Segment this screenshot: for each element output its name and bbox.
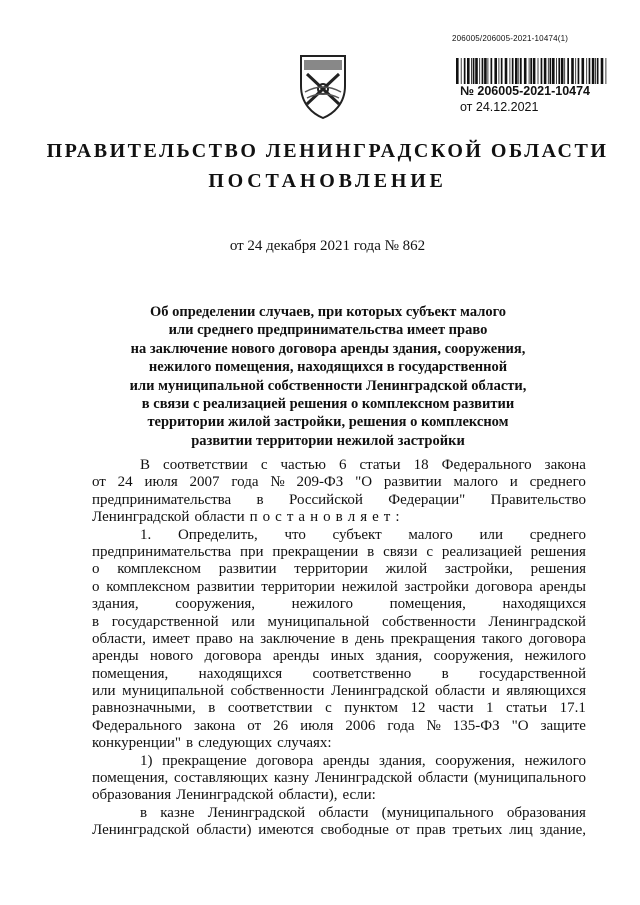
body-line: образования Ленинградской области), если: xyxy=(92,787,376,804)
body-line: равнозначными, в соответствии с пунктом 12 части 1 статьи 17.1 xyxy=(92,700,586,717)
body-line: о комплексном развитии территории жилой застройки, решения xyxy=(92,561,586,578)
body-line: от 24 июля 2007 года № 209-ФЗ "О развитии малого и среднего xyxy=(92,474,586,491)
body-line: В соответствии с частью 6 статьи 18 Федерального закона xyxy=(140,457,586,473)
title-line: в связи с реализацией решения о комплексном развитии xyxy=(141,396,515,413)
body-line: здания, сооружения, нежилого помещения, находящихся xyxy=(92,596,586,613)
body-line: 1. Определить, что субъект малого или среднего xyxy=(140,526,586,543)
body-line: Ленинградской области) имеются свободные от прав третьих лиц здание, xyxy=(92,822,586,839)
body-line: в казне Ленинградской области (муниципального образования xyxy=(140,804,586,821)
title-line: развитии территории нежилой застройки xyxy=(191,432,465,449)
body-line: или муниципальной собственности Ленинградской области и являющихся xyxy=(92,683,586,700)
registration-number: № 206005-2021-10474 xyxy=(460,84,591,98)
body-line: о комплексном развитии территории нежилой застройки договора аренды xyxy=(92,578,586,595)
document-body xyxy=(92,457,586,840)
barcode-icon xyxy=(456,58,608,84)
body-line: 1) прекращение договора аренды здания, сооружения, нежилого xyxy=(140,752,586,769)
title-line: или среднего предпринимательства имеет право xyxy=(168,322,488,339)
document-type: ПОСТАНОВЛЕНИЕ xyxy=(208,170,447,192)
body-line: области, имеет право на заключение в день прекращения такого договора xyxy=(92,630,586,647)
body-line: в государственной или муниципальной собственности Ленинградской xyxy=(92,613,586,630)
body-line: предпринимательства в Российской Федерации" Правительство xyxy=(92,491,586,508)
title-line: территории жилой застройки, решения о комплексном xyxy=(147,414,509,431)
body-line: конкуренции" в следующих случаях: xyxy=(92,735,332,752)
document-id-stamp: 206005/206005-2021-10474(1) xyxy=(452,34,569,43)
issuing-authority: ПРАВИТЕЛЬСТВО ЛЕНИНГРАДСКОЙ ОБЛАСТИ xyxy=(46,140,609,162)
registration-date: от 24.12.2021 xyxy=(460,100,539,114)
coat-of-arms-icon xyxy=(295,52,351,120)
body-line: помещения, находящихся соответственно в государственной xyxy=(92,665,586,682)
title-line: Об определении случаев, при которых субъект малого xyxy=(149,304,507,320)
document-date-number: от 24 декабря 2021 года № 862 xyxy=(229,238,426,254)
title-line: нежилого помещения, находящихся в государственной xyxy=(148,359,508,376)
body-line: Федерального закона от 26 июля 2006 года № 135-ФЗ "О защите xyxy=(92,717,586,734)
document-title xyxy=(70,303,586,450)
body-line: предпринимательства при прекращении в связи с реализацией решения xyxy=(92,543,586,560)
title-line: или муниципальной собственности Ленинградской области, xyxy=(129,377,527,394)
body-line: аренды нового договора аренды иных здания, сооружения, нежилого xyxy=(92,648,586,665)
body-line: помещения, составляющих казну Ленинградской области (муниципального xyxy=(92,770,586,787)
body-line: Ленинградской области п о с т а н о в л я е т : xyxy=(92,509,400,526)
title-line: на заключение нового договора аренды здания, сооружения, xyxy=(130,340,526,357)
